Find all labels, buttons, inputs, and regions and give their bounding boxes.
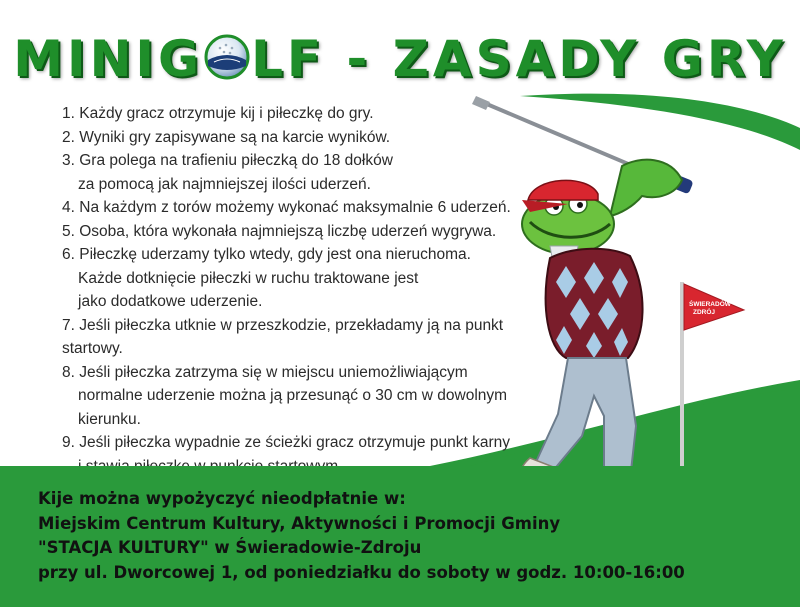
rule-number: 1.: [62, 105, 75, 122]
rule-text: Jeśli piłeczka zatrzyma się w miejscu uniemożliwiającym: [79, 363, 468, 381]
rule-number: 4.: [62, 199, 75, 216]
rule-number: 9.: [62, 434, 75, 451]
rule-number: 6.: [62, 246, 75, 263]
rental-info: [38, 487, 778, 585]
rule-text: Na każdym z torów możemy wykonać maksymalnie 6 uderzeń.: [79, 199, 511, 216]
rule-text-continued: jako dodatkowe uderzenie.: [78, 293, 263, 310]
rule-text: Gra polega na trafieniu piłeczką do 18 dołków: [79, 152, 393, 169]
flag-text-line1: ŚWIERADÓW: [689, 301, 731, 308]
rule-text-continued: Każde dotknięcie piłeczki w ruchu traktowane jest: [78, 269, 419, 287]
rule-text: Osoba, która wykonała najmniejszą liczbę uderzeń wygrywa.: [79, 222, 497, 240]
flag-text-line2: ZDRÓJ: [693, 309, 716, 316]
rule-number: 8.: [62, 363, 75, 381]
rule-number: 5.: [62, 222, 75, 240]
info-line2: Miejskim Centrum Kultury, Aktywności i Promocji Gminy: [38, 513, 561, 533]
page-title: [0, 30, 800, 88]
rule-number: 7.: [62, 316, 75, 334]
title-part2: LF - ZASADY GRY: [251, 30, 787, 88]
rule-text: Każdy gracz otrzymuje kij i piłeczkę do gry.: [79, 105, 374, 122]
info-line1: Kije można wypożyczyć nieodpłatnie w:: [38, 489, 406, 508]
rule-text: Wyniki gry zapisywane są na karcie wyników.: [79, 128, 391, 146]
rule-text-continued: za pomocą jak najmniejszej ilości uderzeń.: [78, 175, 371, 193]
rule-text: Jeśli piłeczka utknie w przeszkodzie, przekładamy ją na punkt startowy.: [62, 316, 504, 357]
info-line4: przy ul. Dworcowej 1, od poniedziałku do soboty w godz. 10:00-16:00: [38, 562, 685, 582]
rule-text: Jeśli piłeczka wypadnie ze ścieżki gracz otrzymuje punkt karny: [79, 434, 510, 451]
title-part1: MINIG: [13, 30, 204, 88]
rule-number: 2.: [62, 128, 75, 146]
golf-ball-globe-icon: [204, 34, 250, 80]
rule-text: Piłeczkę uderzamy tylko wtedy, gdy jest ona nieruchoma.: [79, 246, 471, 263]
info-line3: "STACJA KULTURY" w Świeradowie-Zdroju: [38, 538, 422, 557]
frog-golfer-illustration: [470, 96, 800, 516]
flag: [682, 282, 744, 468]
rule-number: 3.: [62, 152, 75, 169]
rule-text-continued: normalne uderzenie można ją przesunąć o 30 cm w dowolnym kierunku.: [78, 387, 508, 428]
